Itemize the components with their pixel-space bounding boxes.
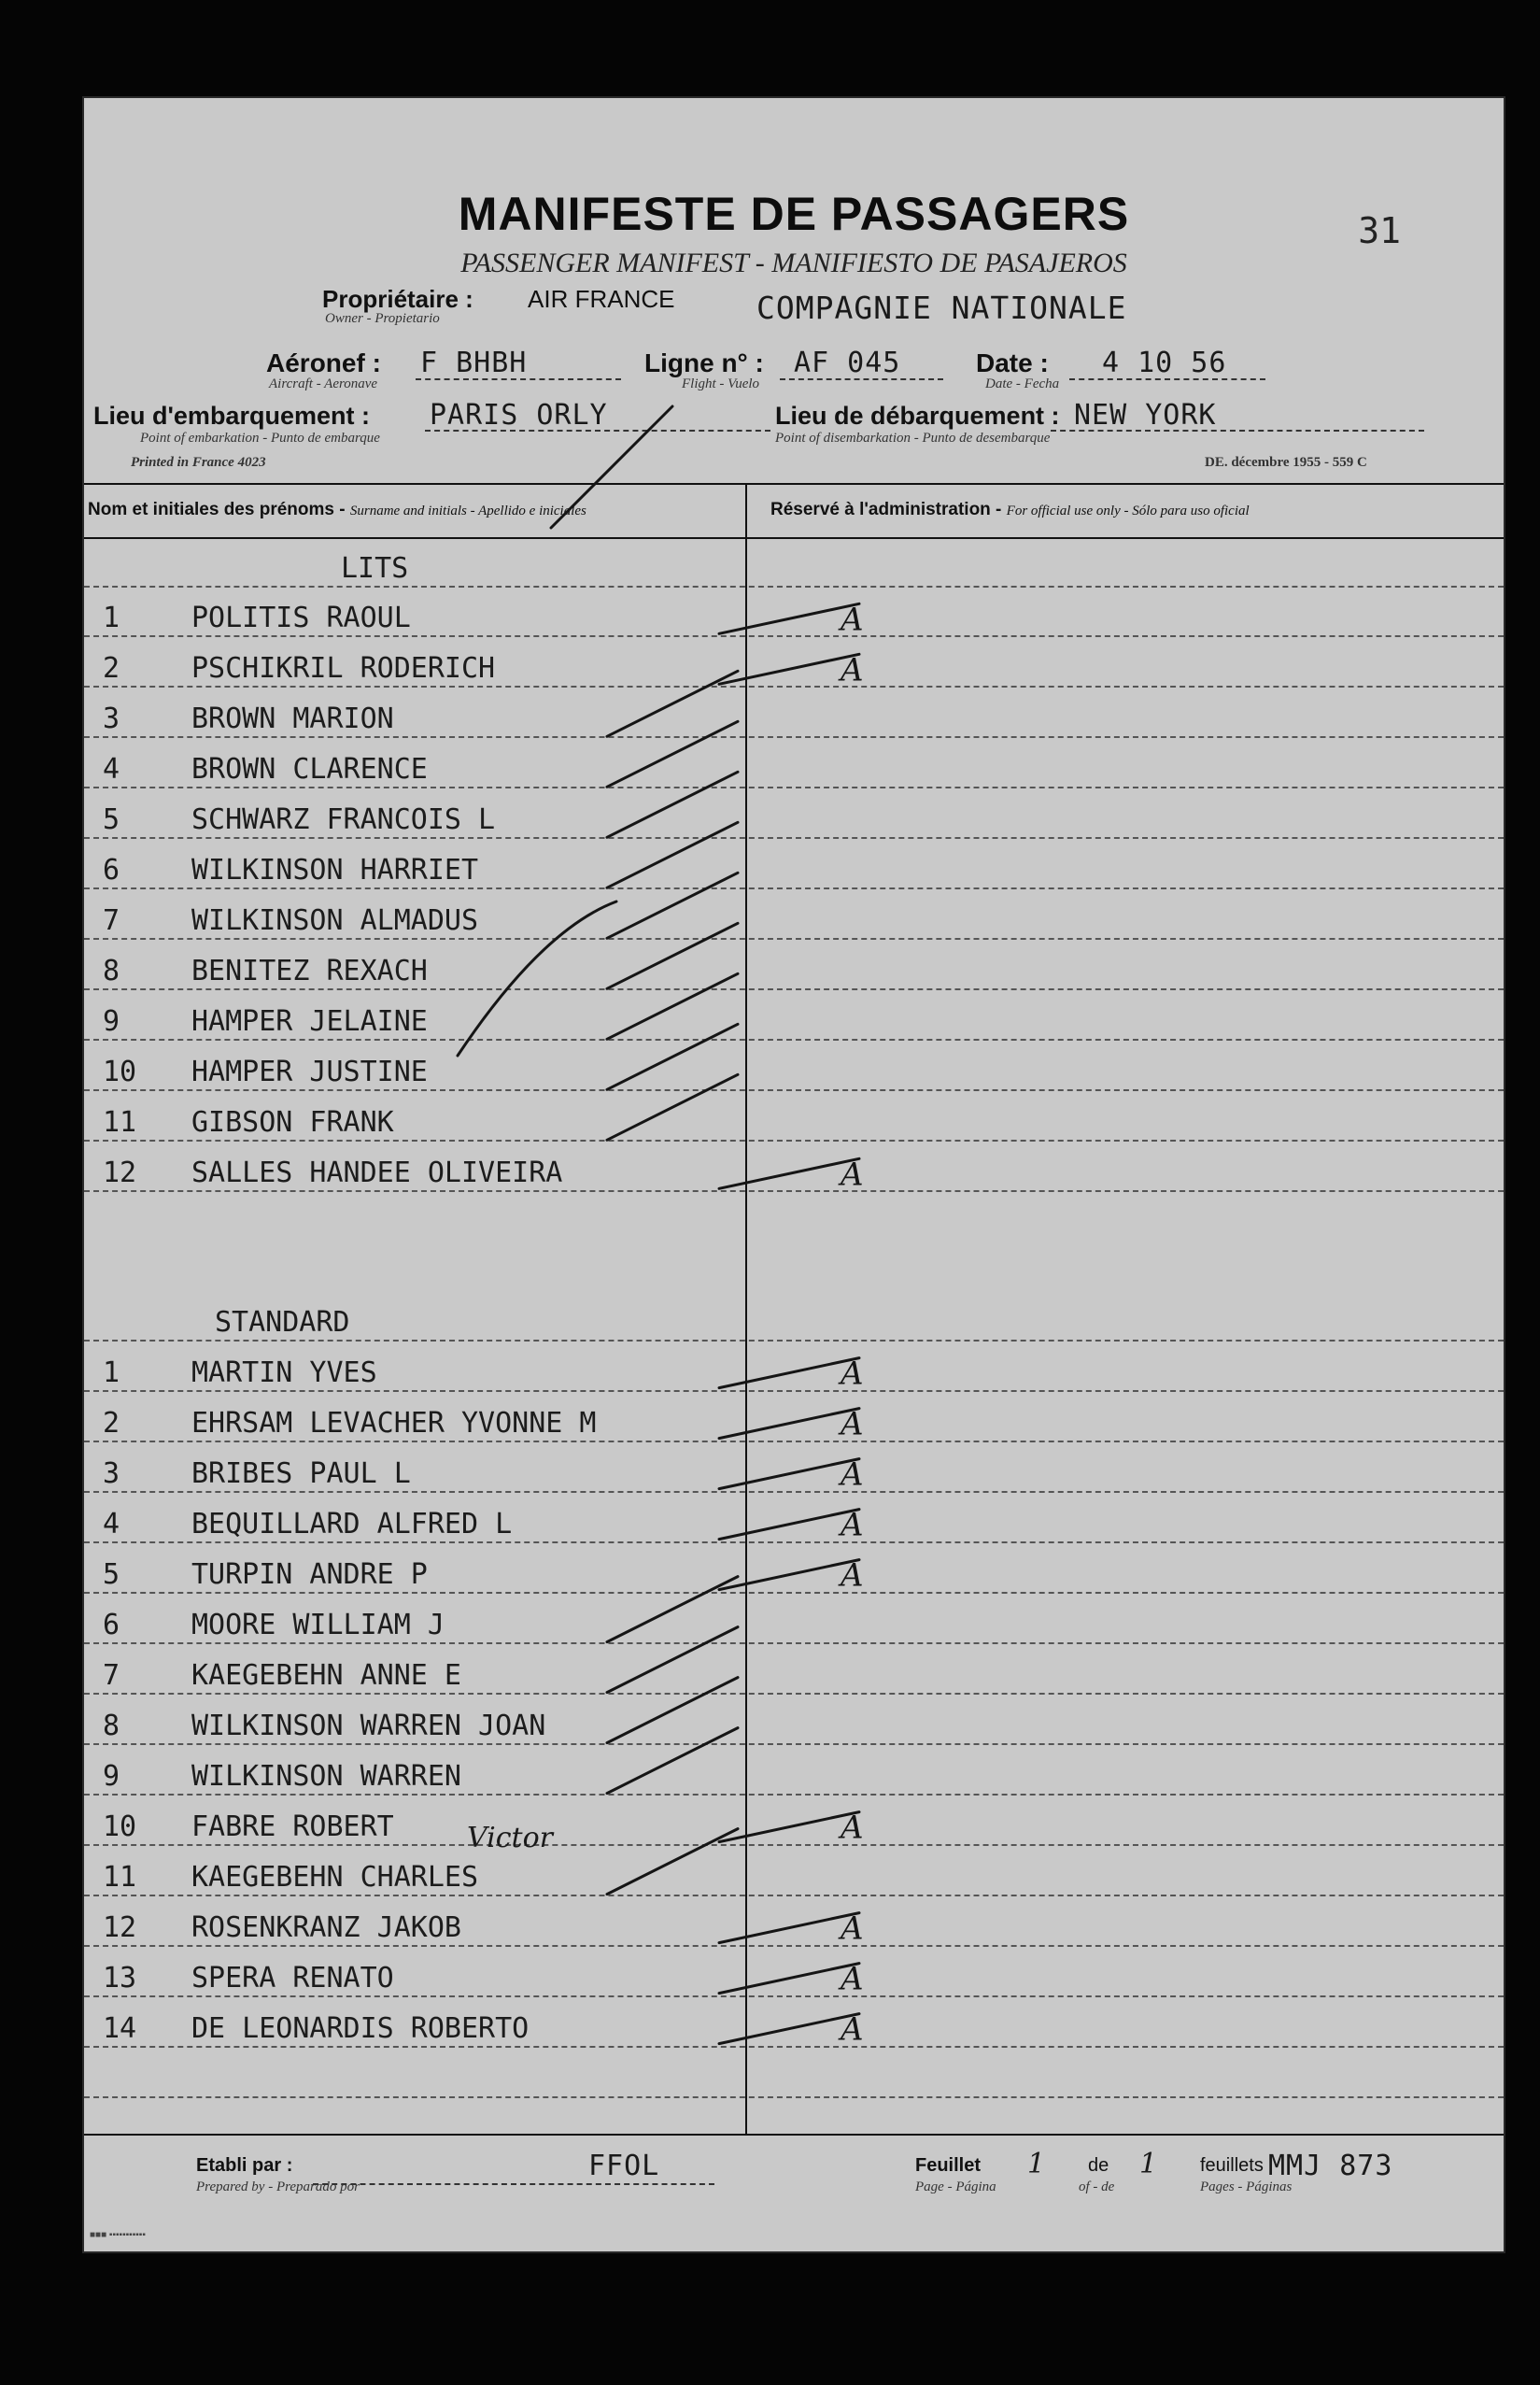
header-divider [84, 537, 1504, 539]
column-divider [745, 485, 747, 2134]
row-rule [84, 1693, 1504, 1695]
surname-header-sub: Surname and initials - Apellido e iniciales [349, 504, 586, 518]
row-rule [84, 635, 1504, 637]
date-label: Date : [976, 348, 1049, 377]
admin-mark: A [841, 1909, 864, 1948]
owner-value: AIR FRANCE [528, 285, 675, 313]
passenger-number: 12 [103, 1910, 137, 1944]
passenger-row [84, 1356, 738, 1394]
passenger-name: WILKINSON ALMADUS [191, 904, 479, 938]
section-title: STANDARD [215, 1306, 350, 1340]
passenger-number: 7 [103, 904, 120, 938]
passenger-row [84, 1407, 738, 1444]
admin-mark: A [841, 1506, 864, 1544]
passenger-row [84, 955, 738, 992]
passenger-row [84, 1508, 738, 1545]
passenger-row [84, 1710, 738, 1747]
passenger-row [84, 2012, 738, 2050]
passenger-number: 10 [103, 1056, 137, 1089]
passenger-number: 4 [103, 753, 120, 787]
row-rule [84, 887, 1504, 889]
passenger-name: WILKINSON WARREN [191, 1759, 461, 1793]
passenger-number: 1 [103, 602, 120, 635]
admin-mark: A [841, 1809, 864, 1847]
row-rule [84, 988, 1504, 990]
row-rule [84, 1390, 1504, 1392]
passenger-number: 11 [103, 1860, 137, 1894]
official-header-sub: For official use only - Sólo para uso oficial [1006, 504, 1250, 518]
passenger-name: MARTIN YVES [191, 1356, 377, 1389]
passenger-number: 13 [103, 1961, 137, 1995]
admin-mark: A [841, 1405, 864, 1443]
admin-mark: A [841, 601, 864, 639]
passenger-name: WILKINSON HARRIET [191, 854, 479, 887]
passenger-name: POLITIS RAOUL [191, 602, 411, 635]
row-rule [84, 1995, 1504, 1997]
sheets-label: feuillets [1200, 2155, 1264, 2176]
disembark-sublabel: Point of disembarkation - Punto de desembarque [775, 431, 1051, 446]
form-title: MANIFESTE DE PASSAGERS [458, 188, 1130, 240]
passenger-name: BROWN MARION [191, 703, 394, 736]
passenger-row [84, 1760, 738, 1797]
passenger-row [84, 703, 738, 740]
row-rule [84, 1190, 1504, 1192]
official-header-text: Réservé à l'administration - [770, 500, 1002, 519]
row-rule [84, 1039, 1504, 1041]
passenger-number: 9 [103, 1005, 120, 1039]
passenger-name: WILKINSON WARREN JOAN [191, 1709, 546, 1742]
passenger-name: PSCHIKRIL RODERICH [191, 652, 496, 686]
printer-stamp: ■■■ ▪▪▪▪▪▪▪▪▪▪▪ [90, 2230, 146, 2240]
row-rule [84, 1945, 1504, 1947]
section-title: LITS [341, 552, 409, 585]
page-number: 31 [1358, 210, 1401, 251]
passenger-row [84, 1911, 738, 1949]
passenger-number: 9 [103, 1759, 120, 1793]
sheets-sublabel: Pages - Páginas [1200, 2179, 1293, 2194]
passenger-number: 8 [103, 955, 120, 988]
aircraft-label: Aéronef : [266, 348, 381, 377]
passenger-number: 14 [103, 2011, 137, 2045]
official-use-column-header [770, 500, 1250, 520]
disembark-underline [1051, 430, 1424, 432]
passenger-number: 1 [103, 1356, 120, 1389]
passenger-row [84, 652, 738, 689]
passenger-number: 10 [103, 1810, 137, 1843]
row-rule [84, 1592, 1504, 1594]
passenger-row [84, 1457, 738, 1495]
surname-header-text: Nom et initiales des prénoms - [88, 500, 346, 519]
passenger-number: 3 [103, 703, 120, 736]
row-rule [84, 1491, 1504, 1493]
passenger-number: 7 [103, 1658, 120, 1692]
embark-underline [425, 430, 770, 432]
manifest-sheet [84, 98, 1504, 2251]
passenger-row [84, 1962, 738, 1999]
admin-mark: A [841, 2010, 864, 2049]
passenger-name: SALLES HANDEE OLIVEIRA [191, 1157, 563, 1190]
row-rule [84, 1441, 1504, 1442]
passenger-name: HAMPER JUSTINE [191, 1056, 428, 1089]
row-rule [84, 837, 1504, 839]
passenger-table [84, 483, 1504, 2136]
handwritten-correction: Victor [467, 1822, 553, 1854]
row-rule [84, 1089, 1504, 1091]
passenger-name: MOORE WILLIAM J [191, 1608, 445, 1641]
reference-number: MMJ 873 [1268, 2150, 1393, 2182]
of-sublabel: of - de [1079, 2179, 1115, 2194]
prepared-by-underline [313, 2183, 714, 2185]
owner-sublabel: Owner - Propietario [325, 311, 440, 326]
row-rule [84, 1743, 1504, 1745]
passenger-name: SCHWARZ FRANCOIS L [191, 803, 496, 837]
passenger-number: 6 [103, 1608, 120, 1641]
passenger-number: 5 [103, 1557, 120, 1591]
aircraft-underline [416, 378, 621, 380]
row-rule [84, 1794, 1504, 1796]
admin-mark: A [841, 1455, 864, 1494]
flight-value: AF 045 [794, 347, 901, 379]
passenger-row [84, 753, 738, 790]
embark-label: Lieu d'embarquement : [93, 402, 370, 430]
printed-note: Printed in France 4023 [131, 455, 266, 470]
passenger-number: 2 [103, 1406, 120, 1440]
passenger-row [84, 854, 738, 891]
passenger-row [84, 1659, 738, 1696]
row-rule [84, 1541, 1504, 1543]
passenger-number: 5 [103, 803, 120, 837]
admin-mark: A [841, 1556, 864, 1595]
flight-underline [780, 378, 943, 380]
passenger-name: KAEGEBEHN CHARLES [191, 1860, 479, 1894]
admin-mark: A [841, 1355, 864, 1393]
row-rule [84, 586, 1504, 588]
row-rule [84, 686, 1504, 688]
passenger-row [84, 602, 738, 639]
aircraft-value: F BHBH [420, 347, 528, 379]
passenger-row [84, 803, 738, 841]
row-rule [84, 1340, 1504, 1342]
passenger-name: BEQUILLARD ALFRED L [191, 1507, 513, 1540]
row-rule [84, 736, 1504, 738]
date-sublabel: Date - Fecha [985, 376, 1060, 391]
row-rule [84, 1895, 1504, 1896]
admin-mark: A [841, 1156, 864, 1194]
owner-typed-value: COMPAGNIE NATIONALE [756, 290, 1127, 326]
passenger-row [84, 1558, 738, 1596]
row-rule [84, 1642, 1504, 1644]
passenger-number: 3 [103, 1456, 120, 1490]
sheet-sublabel: Page - Página [915, 2179, 996, 2194]
admin-mark: A [841, 651, 864, 689]
embark-sublabel: Point of embarkation - Punto de embarque [140, 431, 380, 446]
passenger-name: KAEGEBEHN ANNE E [191, 1658, 461, 1692]
row-rule [84, 938, 1504, 940]
passenger-number: 2 [103, 652, 120, 686]
admin-mark: A [841, 1960, 864, 1998]
date-underline [1069, 378, 1265, 380]
passenger-row [84, 1157, 738, 1194]
passenger-name: FABRE ROBERT [191, 1810, 394, 1843]
row-rule [84, 1844, 1504, 1846]
passenger-name: SPERA RENATO [191, 1961, 394, 1995]
prepared-by-label: Etabli par : [196, 2155, 293, 2176]
flight-sublabel: Flight - Vuelo [682, 376, 760, 391]
passenger-number: 6 [103, 854, 120, 887]
owner-label: Propriétaire : [322, 285, 473, 313]
passenger-name: BROWN CLARENCE [191, 753, 428, 787]
passenger-row [84, 1005, 738, 1043]
sheet-label: Feuillet [915, 2155, 982, 2176]
passenger-name: GIBSON FRANK [191, 1106, 394, 1140]
prepared-by-value: FFOL [588, 2150, 660, 2182]
surname-column-header [88, 500, 586, 520]
row-rule [84, 787, 1504, 788]
row-rule [84, 2096, 1504, 2098]
passenger-number: 12 [103, 1157, 137, 1190]
passenger-row [84, 1861, 738, 1898]
passenger-row [84, 904, 738, 942]
row-rule [84, 2046, 1504, 2048]
passenger-name: HAMPER JELAINE [191, 1005, 428, 1039]
passenger-name: DE LEONARDIS ROBERTO [191, 2011, 530, 2045]
row-rule [84, 1140, 1504, 1142]
passenger-name: BENITEZ REXACH [191, 955, 428, 988]
passenger-number: 4 [103, 1507, 120, 1540]
sheet-value: 1 [1027, 2148, 1046, 2180]
passenger-name: EHRSAM LEVACHER YVONNE M [191, 1406, 597, 1440]
prepared-by-sublabel: Prepared by - Preparado por [196, 2179, 360, 2194]
embark-value: PARIS ORLY [430, 399, 608, 432]
passenger-number: 8 [103, 1709, 120, 1742]
disembark-value: NEW YORK [1074, 399, 1217, 432]
passenger-row [84, 1810, 738, 1848]
disembark-label: Lieu de débarquement : [775, 402, 1060, 430]
passenger-name: TURPIN ANDRE P [191, 1557, 428, 1591]
passenger-row [84, 1106, 738, 1143]
of-value: 1 [1139, 2148, 1158, 2180]
passenger-number: 11 [103, 1106, 137, 1140]
flight-label: Ligne n° : [644, 348, 764, 377]
form-subtitle: PASSENGER MANIFEST - MANIFIESTO DE PASAJEROS [460, 248, 1127, 278]
passenger-name: BRIBES PAUL L [191, 1456, 411, 1490]
form-code: DE. décembre 1955 - 559 C [1205, 455, 1367, 470]
passenger-row [84, 1056, 738, 1093]
of-label: de [1088, 2155, 1109, 2176]
date-value: 4 10 56 [1102, 347, 1227, 379]
passenger-row [84, 1609, 738, 1646]
passenger-name: ROSENKRANZ JAKOB [191, 1910, 461, 1944]
aircraft-sublabel: Aircraft - Aeronave [269, 376, 378, 391]
